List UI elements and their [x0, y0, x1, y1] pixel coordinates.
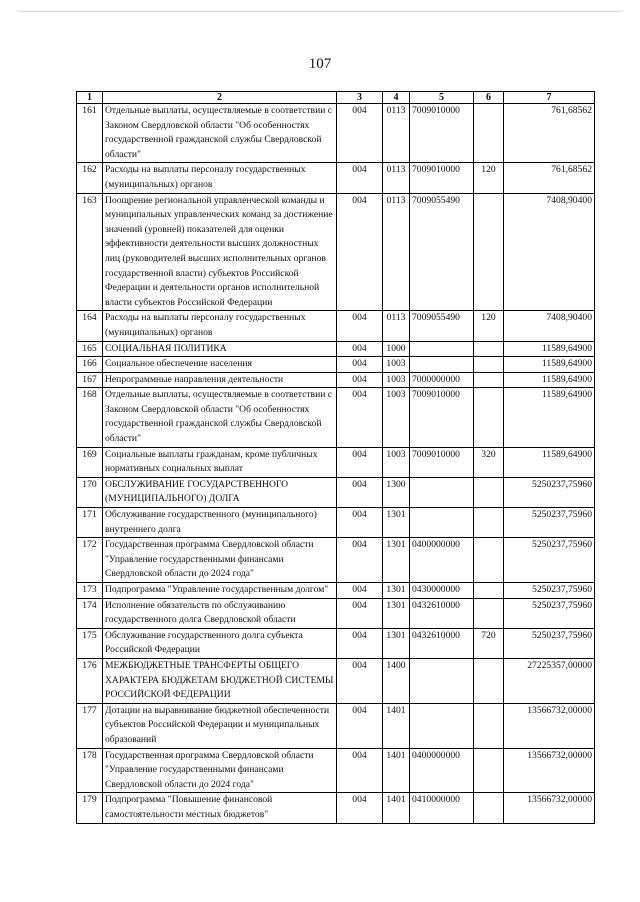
- amount: 11589,64900: [504, 341, 595, 357]
- row-number: 173: [77, 583, 103, 599]
- section-code: 1401: [383, 703, 410, 748]
- expense-type-code: [474, 748, 504, 793]
- table-row: [77, 193, 595, 311]
- amount: 13566732,00000: [504, 793, 595, 823]
- section-code: 1003: [383, 372, 410, 388]
- amount: 5250237,75960: [504, 583, 595, 599]
- row-number: 169: [77, 447, 103, 477]
- row-name: Расходы на выплаты персоналу государственных (муниципальных) органов: [103, 163, 337, 193]
- amount: 11589,64900: [504, 388, 595, 447]
- expense-type-code: [474, 703, 504, 748]
- expense-type-code: [474, 583, 504, 599]
- header-col-3: 3: [337, 92, 383, 104]
- row-name: МЕЖБЮДЖЕТНЫЕ ТРАНСФЕРТЫ ОБЩЕГО ХАРАКТЕРА БЮДЖЕТАМ БЮДЖЕТНОЙ СИСТЕМЫ РОССИЙСКОЙ ФЕДЕРАЦИИ: [103, 658, 337, 703]
- target-article-code: 0432610000: [410, 628, 474, 658]
- row-name: Подпрограмма "Повышение финансовой самостоятельности местных бюджетов": [103, 793, 337, 823]
- amount: 5250237,75960: [504, 477, 595, 507]
- amount: 5250237,75960: [504, 538, 595, 583]
- section-code: 1003: [383, 447, 410, 477]
- row-name: Непрограммные направления деятельности: [103, 372, 337, 388]
- table-row: [77, 477, 595, 507]
- expense-type-code: 120: [474, 163, 504, 193]
- row-number: 161: [77, 104, 103, 163]
- row-name: Государственная программа Свердловской области "Управление государственными финансами Свердловской области до 2024 года": [103, 538, 337, 583]
- row-number: 167: [77, 372, 103, 388]
- row-name: Дотации на выравнивание бюджетной обеспеченности субъектов Российской Федерации и муниципальных образований: [103, 703, 337, 748]
- amount: 5250237,75960: [504, 598, 595, 628]
- section-code: 1301: [383, 628, 410, 658]
- ministry-code: 004: [337, 357, 383, 373]
- expense-type-code: [474, 341, 504, 357]
- header-col-6: 6: [474, 92, 504, 104]
- ministry-code: 004: [337, 538, 383, 583]
- expense-type-code: 720: [474, 628, 504, 658]
- header-col-4: 4: [383, 92, 410, 104]
- table-row: [77, 538, 595, 583]
- target-article-code: 0432610000: [410, 598, 474, 628]
- target-article-code: 7009055490: [410, 193, 474, 311]
- section-code: 1301: [383, 508, 410, 538]
- top-rule: [18, 11, 622, 12]
- table-row: [77, 311, 595, 341]
- expense-type-code: [474, 388, 504, 447]
- ministry-code: 004: [337, 447, 383, 477]
- section-code: 1400: [383, 658, 410, 703]
- header-col-5: 5: [410, 92, 474, 104]
- table-body: [77, 104, 595, 824]
- target-article-code: 0430000000: [410, 583, 474, 599]
- target-article-code: 7009055490: [410, 311, 474, 341]
- target-article-code: [410, 508, 474, 538]
- row-name: Государственная программа Свердловской области "Управление государственными финансами Свердловской области до 2024 года": [103, 748, 337, 793]
- section-code: 0113: [383, 193, 410, 311]
- target-article-code: 7009010000: [410, 447, 474, 477]
- table-row: [77, 508, 595, 538]
- ministry-code: 004: [337, 163, 383, 193]
- table-row: [77, 372, 595, 388]
- amount: 13566732,00000: [504, 703, 595, 748]
- row-number: 164: [77, 311, 103, 341]
- row-number: 176: [77, 658, 103, 703]
- expense-type-code: [474, 658, 504, 703]
- expense-type-code: [474, 372, 504, 388]
- amount: 11589,64900: [504, 357, 595, 373]
- row-number: 178: [77, 748, 103, 793]
- ministry-code: 004: [337, 193, 383, 311]
- row-name: Расходы на выплаты персоналу государственных (муниципальных) органов: [103, 311, 337, 341]
- ministry-code: 004: [337, 583, 383, 599]
- row-name: Исполнение обязательств по обслуживанию государственного долга Свердловской области: [103, 598, 337, 628]
- section-code: 1301: [383, 583, 410, 599]
- row-name: Отдельные выплаты, осуществляемые в соответствии с Законом Свердловской области "Об особенностях государственной гражданской службы Свердловской области": [103, 388, 337, 447]
- table-row: [77, 748, 595, 793]
- target-article-code: 0400000000: [410, 748, 474, 793]
- ministry-code: 004: [337, 793, 383, 823]
- row-number: 166: [77, 357, 103, 373]
- row-number: 168: [77, 388, 103, 447]
- section-code: 0113: [383, 104, 410, 163]
- ministry-code: 004: [337, 598, 383, 628]
- row-number: 172: [77, 538, 103, 583]
- expense-type-code: [474, 508, 504, 538]
- target-article-code: 7009010000: [410, 104, 474, 163]
- ministry-code: 004: [337, 388, 383, 447]
- header-col-2: 2: [103, 92, 337, 104]
- section-code: 1300: [383, 477, 410, 507]
- target-article-code: [410, 357, 474, 373]
- table-row: [77, 388, 595, 447]
- row-name: Отдельные выплаты, осуществляемые в соответствии с Законом Свердловской области "Об особенностях государственной гражданской службы Свердловской области": [103, 104, 337, 163]
- header-col-7: 7: [504, 92, 595, 104]
- row-name: ОБСЛУЖИВАНИЕ ГОСУДАРСТВЕННОГО (МУНИЦИПАЛЬНОГО) ДОЛГА: [103, 477, 337, 507]
- amount: 761,68562: [504, 163, 595, 193]
- page-number: 107: [308, 56, 332, 72]
- amount: 11589,64900: [504, 372, 595, 388]
- amount: 5250237,75960: [504, 628, 595, 658]
- section-code: 1003: [383, 357, 410, 373]
- section-code: 1003: [383, 388, 410, 447]
- target-article-code: 7009010000: [410, 163, 474, 193]
- row-number: 179: [77, 793, 103, 823]
- section-code: 1401: [383, 793, 410, 823]
- row-name: Подпрограмма "Управление государственным долгом": [103, 583, 337, 599]
- row-name: Обслуживание государственного (муниципального) внутреннего долга: [103, 508, 337, 538]
- expense-type-code: [474, 538, 504, 583]
- section-code: 1401: [383, 748, 410, 793]
- target-article-code: 0410000000: [410, 793, 474, 823]
- amount: 7408,90400: [504, 311, 595, 341]
- target-article-code: [410, 341, 474, 357]
- row-number: 162: [77, 163, 103, 193]
- amount: 13566732,00000: [504, 748, 595, 793]
- row-name: Социальные выплаты гражданам, кроме публичных нормативных социальных выплат: [103, 447, 337, 477]
- expense-type-code: 120: [474, 311, 504, 341]
- row-name: СОЦИАЛЬНАЯ ПОЛИТИКА: [103, 341, 337, 357]
- amount: 27225357,00000: [504, 658, 595, 703]
- table-row: [77, 658, 595, 703]
- section-code: 1000: [383, 341, 410, 357]
- row-number: 170: [77, 477, 103, 507]
- ministry-code: 004: [337, 658, 383, 703]
- budget-table: [76, 91, 595, 824]
- expense-type-code: [474, 793, 504, 823]
- expense-type-code: [474, 598, 504, 628]
- table-row: [77, 447, 595, 477]
- table-row: [77, 104, 595, 163]
- row-number: 171: [77, 508, 103, 538]
- row-name: Поощрение региональной управленческой команды и муниципальных управленческих команд за достижение значений (уровней) показателей для оценки эффективности деятельности высших должностных лиц (руководителей высших исполнительных органов государственной власти) субъектов Российской Федерации и деятельности органов исполнительной власти субъектов Российской Федерации: [103, 193, 337, 311]
- ministry-code: 004: [337, 508, 383, 538]
- section-code: 0113: [383, 311, 410, 341]
- section-code: 0113: [383, 163, 410, 193]
- target-article-code: 0400000000: [410, 538, 474, 583]
- row-name: Обслуживание государственного долга субъекта Российской Федерации: [103, 628, 337, 658]
- ministry-code: 004: [337, 311, 383, 341]
- expense-type-code: [474, 477, 504, 507]
- row-number: 175: [77, 628, 103, 658]
- section-code: 1301: [383, 598, 410, 628]
- table-row: [77, 357, 595, 373]
- row-name: Социальное обеспечение населения: [103, 357, 337, 373]
- target-article-code: [410, 477, 474, 507]
- row-number: 165: [77, 341, 103, 357]
- ministry-code: 004: [337, 104, 383, 163]
- amount: 7408,90400: [504, 193, 595, 311]
- amount: 761,68562: [504, 104, 595, 163]
- target-article-code: 7000000000: [410, 372, 474, 388]
- expense-type-code: [474, 193, 504, 311]
- table-row: [77, 703, 595, 748]
- target-article-code: [410, 703, 474, 748]
- table-row: [77, 628, 595, 658]
- table-row: [77, 598, 595, 628]
- expense-type-code: 320: [474, 447, 504, 477]
- ministry-code: 004: [337, 477, 383, 507]
- amount: 11589,64900: [504, 447, 595, 477]
- expense-type-code: [474, 104, 504, 163]
- table-row: [77, 163, 595, 193]
- ministry-code: 004: [337, 703, 383, 748]
- ministry-code: 004: [337, 748, 383, 793]
- target-article-code: [410, 658, 474, 703]
- header-col-1: 1: [77, 92, 103, 104]
- row-number: 174: [77, 598, 103, 628]
- row-number: 163: [77, 193, 103, 311]
- table-row: [77, 793, 595, 823]
- row-number: 177: [77, 703, 103, 748]
- ministry-code: 004: [337, 372, 383, 388]
- target-article-code: 7009010000: [410, 388, 474, 447]
- ministry-code: 004: [337, 628, 383, 658]
- table-row: [77, 341, 595, 357]
- header-row: [77, 92, 595, 104]
- section-code: 1301: [383, 538, 410, 583]
- ministry-code: 004: [337, 341, 383, 357]
- table-row: [77, 583, 595, 599]
- amount: 5250237,75960: [504, 508, 595, 538]
- expense-type-code: [474, 357, 504, 373]
